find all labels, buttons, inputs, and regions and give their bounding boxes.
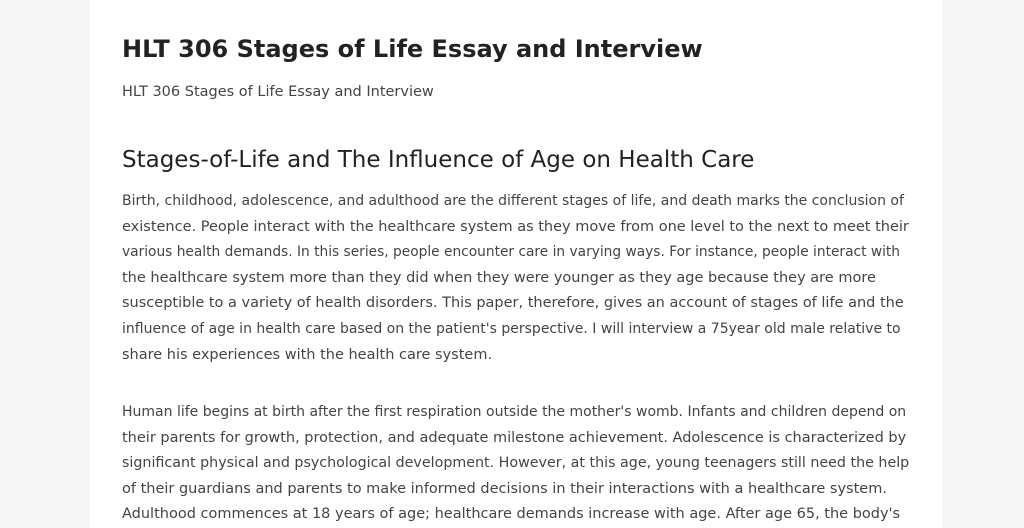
paragraph-line: Adulthood commences at 18 years of age; healthcare demands increase with age. After age 65, the body's (122, 506, 901, 523)
paragraph-line: significant physical and psychological development. However, at this age, young teenagers still need the help (122, 455, 910, 472)
paragraph-stages (122, 400, 912, 528)
paragraph-line: Birth, childhood, adolescence, and adulthood are the different stages of life, and death marks the conclusion of (122, 193, 904, 209)
paragraph-line: their parents for growth, protection, and adequate milestone achievement. Adolescence is characterized by (122, 429, 907, 446)
paragraph-line: existence. People interact with the healthcare system as they move from one level to the next to meet their (122, 218, 909, 235)
paragraph-intro (122, 189, 912, 368)
article-subtitle: HLT 306 Stages of Life Essay and Interview (122, 84, 434, 100)
paragraph-line: the healthcare system more than they did when they were younger as they age because they are more (122, 269, 876, 286)
paragraph-line: various health demands. In this series, people encounter care in varying ways. For instance, people interact with (122, 244, 900, 261)
section-heading: Stages-of-Life and The Influence of Age on Health Care (122, 147, 755, 173)
article-page (90, 0, 942, 528)
paragraph-line: Human life begins at birth after the first respiration outside the mother's womb. Infants and children depend on (122, 404, 907, 420)
paragraph-line: of their guardians and parents to make informed decisions in their interactions with a healthcare system. (122, 480, 887, 497)
paragraph-line: influence of age in health care based on the patient's perspective. I will interview a 75year old male relative to (122, 320, 901, 337)
article-title: HLT 306 Stages of Life Essay and Interview (122, 35, 703, 63)
paragraph-line: susceptible to a variety of health disorders. This paper, therefore, gives an account of stages of life and the (122, 295, 904, 312)
paragraph-line: share his experiences with the health care system. (122, 346, 493, 363)
